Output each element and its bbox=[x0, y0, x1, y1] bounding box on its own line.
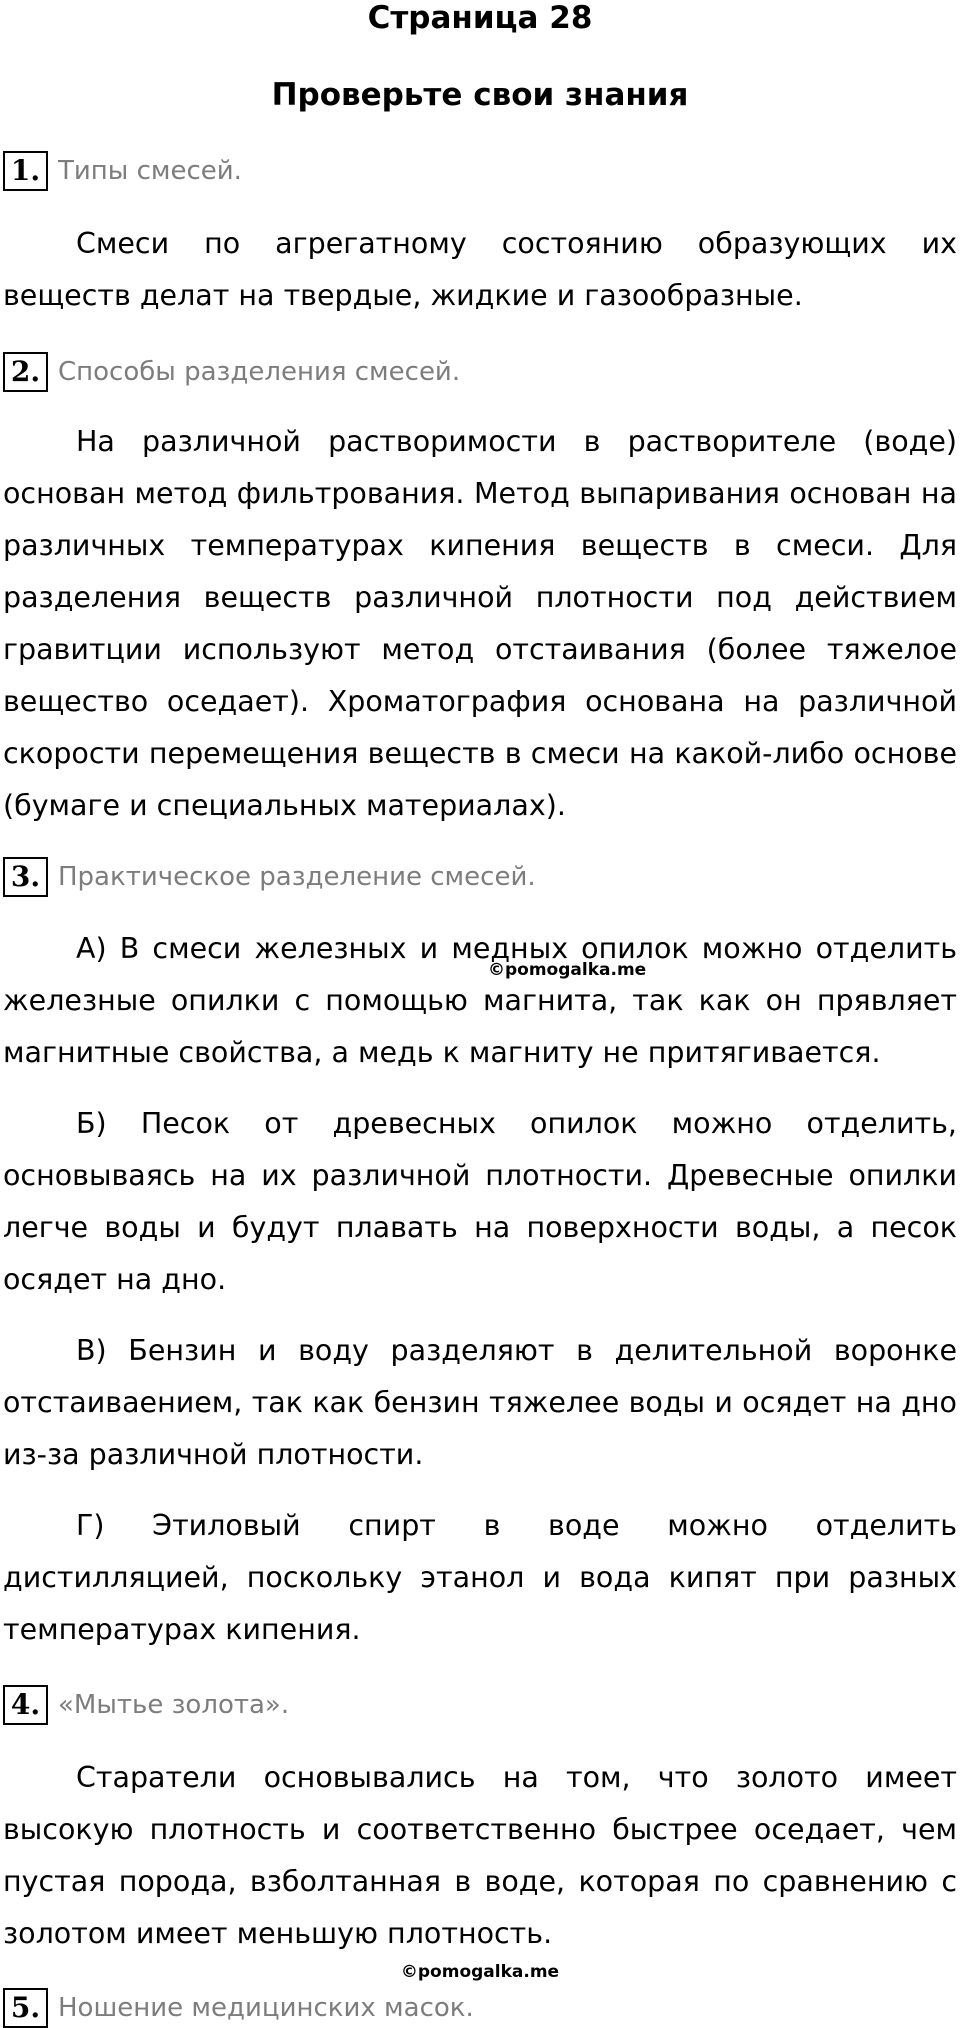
question-1-header bbox=[3, 151, 242, 191]
question-2-header bbox=[3, 352, 460, 392]
question-title-2: Способы разделения смесей. bbox=[58, 357, 461, 387]
answer-3d-paragraph: Г) Этиловый спирт в воде можно отделить дистилляцией, поскольку этанол и вода кипят при разных температурах кипения. bbox=[3, 1509, 957, 1646]
watermark: ©pomogalka.me bbox=[488, 960, 647, 980]
answer-2-paragraph: На различной растворимости в растворителе (воде) основан метод фильтрования. Метод выпаривания основан на различных температурах кипения веществ в смеси. Для разделения веществ различной плотности под действием гравитции используют метод отстаивания (более тяжелое вещество оседает). Хроматография основана на различной скорости перемещения веществ в смеси на какой-либо основе (бумаге и специальных материалах). bbox=[3, 425, 957, 822]
answer-3a-paragraph: А) В смеси железных и медных опилок можно отделить железные опилки с помощью магнита, так как он прявляет магнитные свойства, а медь к магниту не притягивается. bbox=[3, 932, 957, 1069]
question-number-1: 1. bbox=[3, 151, 48, 191]
answer-4-paragraph: Старатели основывались на том, что золото имеет высокую плотность и соответственно быстрее оседает, чем пустая порода, взболтанная в воде, которая по сравнению с золотом имеет меньшую плотность. bbox=[3, 1761, 957, 1950]
question-title-3: Практическое разделение смесей. bbox=[58, 862, 536, 892]
question-title-1: Типы смесей. bbox=[58, 156, 242, 186]
question-title-5: Ношение медицинских масок. bbox=[58, 1993, 474, 2023]
question-number-3: 3. bbox=[3, 857, 48, 897]
answer-1-paragraph: Смеси по агрегатному состоянию образующих их веществ делат на твердые, жидкие и газообразные. bbox=[3, 227, 957, 312]
question-number-4: 4. bbox=[3, 1685, 48, 1725]
question-number-2: 2. bbox=[3, 352, 48, 392]
answer-3c-paragraph: В) Бензин и воду разделяют в делительной воронке отстаиваением, так как бензин тяжелее воды и осядет на дно из-за различной плотности. bbox=[3, 1334, 957, 1471]
question-number-5: 5. bbox=[3, 1988, 48, 2028]
question-3-header bbox=[3, 857, 536, 897]
answer-3b-paragraph: Б) Песок от древесных опилок можно отделить, основываясь на их различной плотности. Древесные опилки легче воды и будут плавать на поверхности воды, а песок осядет на дно. bbox=[3, 1107, 957, 1296]
question-4-header bbox=[3, 1685, 289, 1725]
section-heading: Проверьте свои знания bbox=[271, 77, 689, 113]
watermark: ©pomogalka.me bbox=[400, 1962, 560, 1982]
question-title-4: «Мытье золота». bbox=[58, 1690, 290, 1720]
page-title: Страница 28 bbox=[367, 0, 593, 36]
question-5-header bbox=[3, 1988, 474, 2028]
